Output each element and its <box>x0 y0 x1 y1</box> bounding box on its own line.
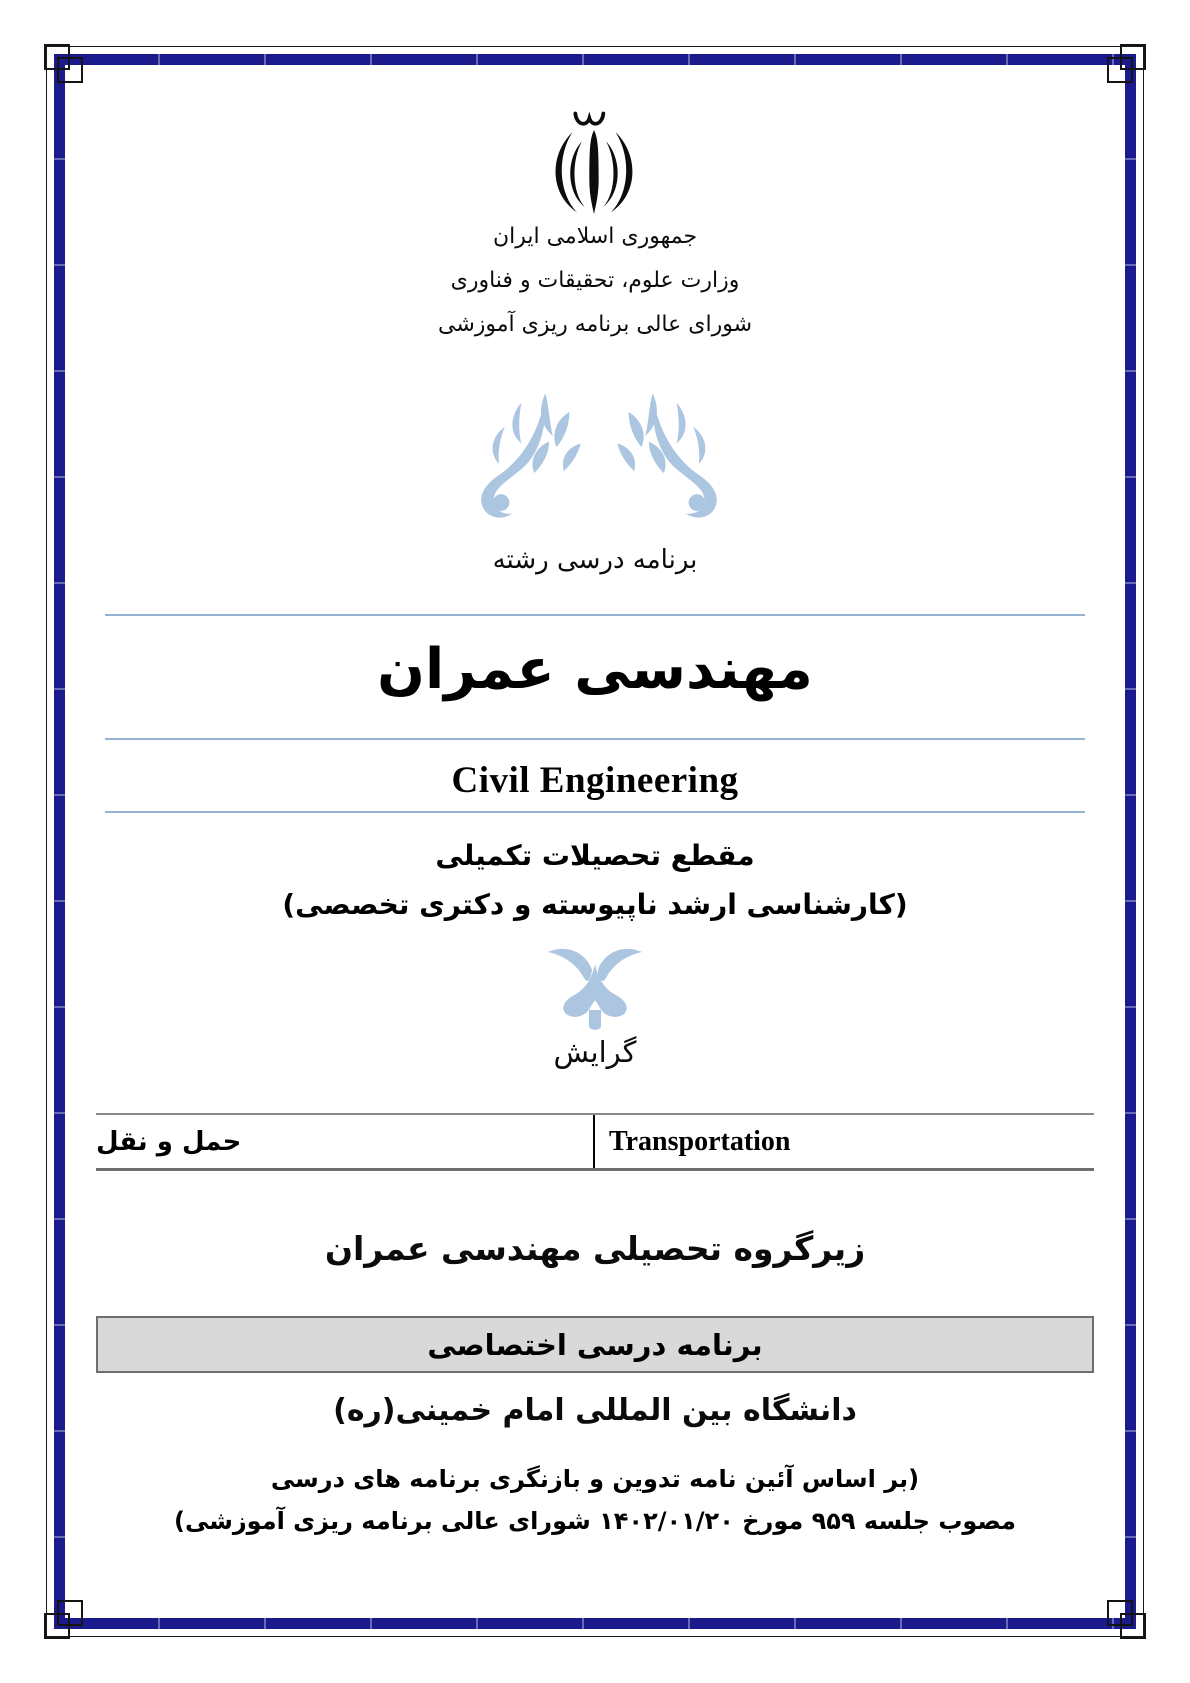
frame-band-left <box>54 54 65 1629</box>
corner-knot-icon <box>1107 1600 1133 1626</box>
corner-knot-icon <box>57 1600 83 1626</box>
org-line-republic: جمهوری اسلامی ایران <box>492 224 698 249</box>
corner-knot-icon <box>1107 57 1133 83</box>
orientation-value-fa: حمل و نقل <box>96 1115 595 1168</box>
orientation-label: گرایش <box>553 1035 637 1069</box>
university-line: دانشگاه بین المللی امام خمینی(ره) <box>333 1393 857 1428</box>
level-line-2: (کارشناسی ارشد ناپیوسته و دکتری تخصصی) <box>282 888 908 921</box>
org-line-council: شورای عالی برنامه ریزی آموزشی <box>437 312 753 337</box>
orientation-value-en: Transportation <box>609 1125 791 1157</box>
frame-outer-line <box>46 46 1144 1637</box>
program-label: برنامه درسی رشته <box>492 545 698 575</box>
level-line-1: مقطع تحصیلات تکمیلی <box>435 839 755 872</box>
subgroup-line: زیرگروه تحصیلی مهندسی عمران <box>324 1229 866 1268</box>
specialized-curriculum-label: برنامه درسی اختصاصی <box>427 1327 763 1362</box>
corner-knot-icon <box>57 57 83 83</box>
frame-band-right <box>1125 54 1136 1629</box>
footnote-line-1: (بر اساس آئین نامه تدوین و بازنگری برنامه های درسی <box>270 1465 920 1493</box>
frame-band-top <box>54 54 1136 65</box>
page-title-en: Civil Engineering <box>451 760 739 801</box>
footnote-line-2: مصوب جلسه ۹۵۹ مورخ ۱۴۰۲/۰۱/۲۰ شورای عالی برنامه ریزی آموزشی) <box>174 1507 1016 1535</box>
frame-band-bottom <box>54 1618 1136 1629</box>
org-line-ministry: وزارت علوم، تحقیقات و فناوری <box>450 268 740 293</box>
page-title-fa: مهندسی عمران <box>377 637 813 702</box>
